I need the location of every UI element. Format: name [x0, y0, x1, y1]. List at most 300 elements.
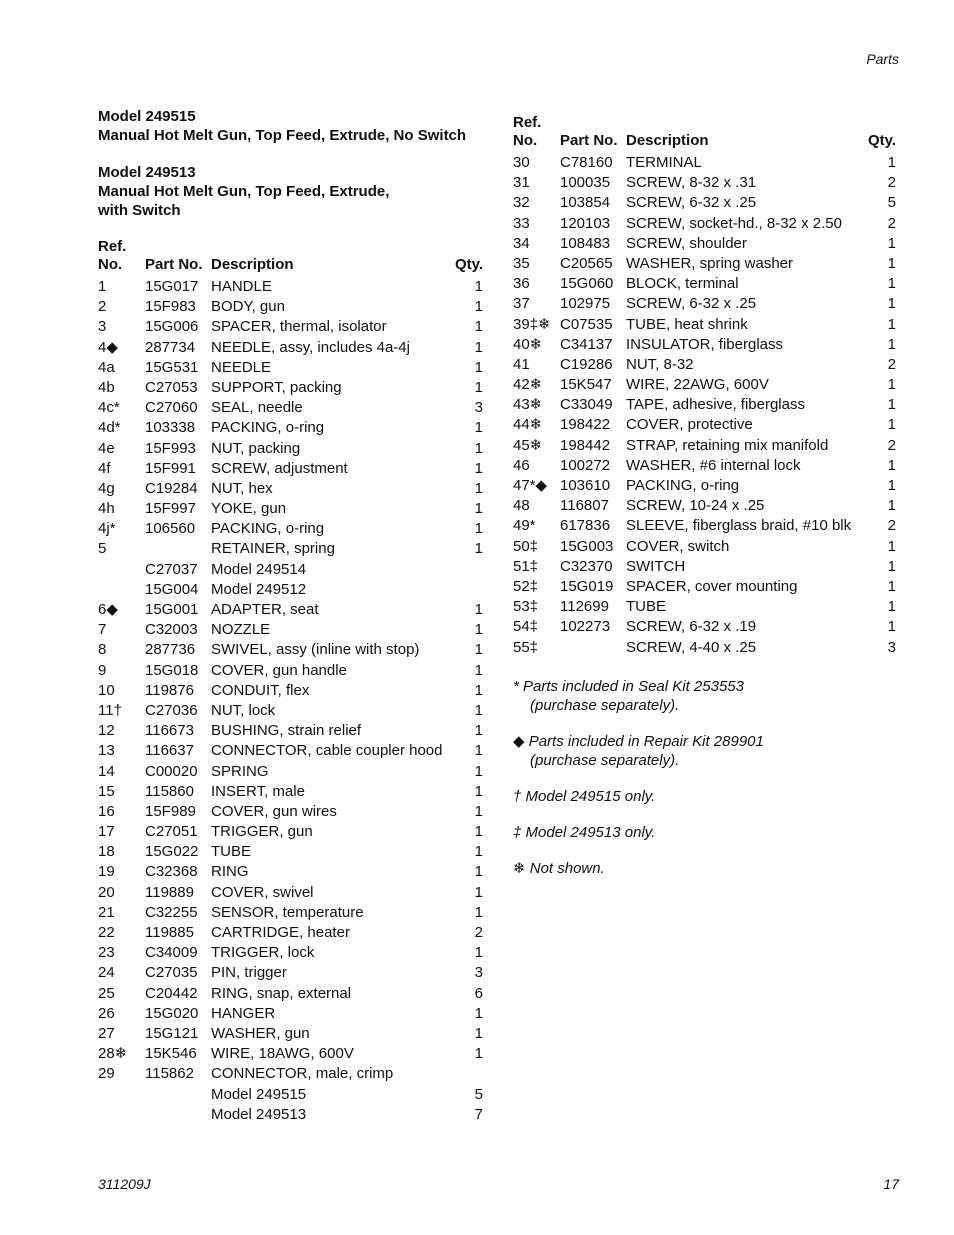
table-row	[513, 437, 896, 457]
table-row	[513, 598, 896, 618]
qty-cell: 1	[474, 338, 483, 356]
part-no-cell: 15F989	[145, 802, 196, 820]
model-heading-249513	[98, 163, 483, 220]
part-no-cell: C07535	[560, 315, 613, 333]
qty-cell: 1	[474, 722, 483, 740]
qty-cell: 2	[887, 517, 896, 535]
qty-cell: 1	[887, 598, 896, 616]
ref-cell: 45❄	[513, 436, 543, 454]
ref-cell: 33	[513, 214, 530, 232]
ref-cell: 4c*	[98, 399, 120, 417]
ref-cell: 24	[98, 964, 115, 982]
ref-cell: 41	[513, 355, 530, 373]
table-row	[513, 316, 896, 336]
table-row	[98, 520, 483, 540]
qty-cell: 1	[887, 154, 896, 171]
table-row	[98, 419, 483, 439]
description-cell: INSULATOR, fiberglass	[626, 335, 783, 353]
table-row	[98, 480, 483, 500]
qty-cell: 1	[887, 396, 896, 414]
description-cell: SUPPORT, packing	[211, 378, 342, 396]
model-heading-249515	[98, 107, 483, 145]
table-row	[98, 399, 483, 419]
description-cell: WASHER, #6 internal lock	[626, 456, 801, 474]
table-row	[513, 618, 896, 638]
table-row	[513, 538, 896, 558]
right-column	[513, 114, 896, 895]
part-no-cell: 116807	[560, 497, 609, 515]
ref-cell: 23	[98, 944, 115, 962]
table-row	[98, 540, 483, 560]
ref-cell: 50‡	[513, 537, 539, 555]
qty-cell: 1	[887, 376, 896, 394]
description-cell: RING, snap, external	[211, 984, 352, 1002]
part-no-cell: C32370	[560, 557, 613, 575]
table-row	[513, 639, 896, 659]
table-row	[98, 278, 483, 298]
ref-cell: 27	[98, 1024, 115, 1042]
footnote	[513, 677, 896, 715]
footnote-line: ◆ Parts included in Repair Kit 289901	[513, 732, 764, 750]
ref-cell: 6◆	[98, 601, 118, 618]
description-cell: PACKING, o-ring	[211, 419, 325, 437]
ref-cell: 19	[98, 863, 115, 881]
qty-cell: 1	[474, 500, 483, 518]
table-row	[98, 601, 483, 621]
ref-cell: 7	[98, 621, 107, 639]
description-cell: WIRE, 18AWG, 600V	[211, 1045, 354, 1063]
section-header: Parts	[866, 51, 899, 67]
part-no-cell: 15F993	[145, 439, 196, 457]
description-cell: RING	[211, 863, 249, 881]
footnote-line: (purchase separately).	[530, 696, 680, 714]
description-cell: INSERT, male	[211, 782, 305, 800]
parts-table-right	[513, 114, 896, 659]
ref-cell: 17	[98, 823, 115, 841]
footnote	[513, 732, 896, 770]
part-no-cell: 15G003	[560, 537, 614, 555]
description-header: Description	[211, 256, 294, 273]
part-no-cell: C78160	[560, 154, 613, 171]
part-no-cell: C27037	[145, 560, 198, 578]
qty-cell: 1	[474, 782, 483, 800]
qty-cell: 1	[474, 843, 483, 861]
table-row	[98, 904, 483, 924]
qty-cell: 1	[474, 278, 483, 295]
part-no-cell: 287736	[145, 641, 196, 659]
part-no-cell: 15G001	[145, 601, 199, 618]
description-cell: NOZZLE	[211, 621, 271, 639]
left-column	[98, 107, 483, 1126]
part-no-cell: 15F991	[145, 459, 196, 477]
qty-cell: 1	[887, 275, 896, 293]
description-cell: HANDLE	[211, 278, 272, 295]
table-row	[513, 457, 896, 477]
part-no-cell: C32255	[145, 903, 198, 921]
description-cell: COVER, switch	[626, 537, 730, 555]
ref-cell: 40❄	[513, 335, 543, 353]
description-cell: SPACER, cover mounting	[626, 577, 798, 595]
part-no-cell: 198422	[560, 416, 611, 434]
table-row	[98, 924, 483, 944]
description-cell: WASHER, spring washer	[626, 254, 793, 272]
ref-cell: 51‡	[513, 557, 539, 575]
ref-cell: 43❄	[513, 396, 543, 414]
qty-cell: 1	[474, 419, 483, 437]
qty-cell: 1	[887, 477, 896, 494]
qty-cell: 1	[887, 456, 896, 474]
footnote-line: (purchase separately).	[530, 751, 680, 769]
qty-cell: 1	[474, 863, 483, 881]
part-no-header: Part No.	[145, 256, 203, 273]
part-no-cell	[145, 1086, 211, 1106]
qty-header: Qty.	[867, 132, 896, 149]
table-row	[513, 477, 896, 497]
description-cell: TUBE	[626, 598, 667, 616]
ref-cell: 16	[98, 802, 115, 820]
part-no-cell: C32368	[145, 863, 198, 881]
table-row	[513, 235, 896, 255]
model-description: Manual Hot Melt Gun, Top Feed, Extrude, No Switch	[98, 127, 467, 144]
qty-cell: 1	[474, 802, 483, 820]
description-cell: SCREW, shoulder	[626, 234, 747, 252]
table-row	[98, 742, 483, 762]
model-number: Model 249513	[98, 164, 196, 181]
qty-cell: 1	[887, 416, 896, 434]
footnote-line: ❄ Not shown.	[513, 859, 605, 877]
table-row	[98, 763, 483, 783]
part-no-cell: 15G020	[145, 1004, 199, 1022]
table-row	[98, 1005, 483, 1025]
description-cell: Model 249513	[211, 1105, 307, 1123]
ref-cell: 46	[513, 456, 530, 474]
qty-cell: 1	[474, 479, 483, 497]
description-cell: SWIVEL, assy (inline with stop)	[211, 641, 420, 659]
ref-cell: 15	[98, 782, 115, 800]
part-no-cell: 100035	[560, 174, 611, 192]
footnote-line: ‡ Model 249513 only.	[513, 823, 656, 841]
description-cell: SCREW, 6-32 x .25	[626, 295, 757, 313]
part-no-cell: 15K547	[560, 376, 612, 394]
qty-cell: 1	[474, 298, 483, 316]
table-row	[98, 823, 483, 843]
part-no-cell: 115860	[145, 782, 194, 800]
qty-cell: 5	[474, 1085, 483, 1103]
ref-cell: 36	[513, 275, 530, 293]
description-cell: STRAP, retaining mix manifold	[626, 436, 829, 454]
table-row	[98, 318, 483, 338]
table-row	[513, 295, 896, 315]
table-row	[513, 215, 896, 235]
table-row	[98, 379, 483, 399]
qty-cell	[443, 581, 483, 601]
part-no-cell	[145, 1106, 211, 1126]
part-no-cell: C27035	[145, 964, 198, 982]
footnote	[513, 823, 896, 842]
table-row	[513, 194, 896, 214]
part-no-cell: 119889	[145, 883, 194, 901]
part-no-cell: 100272	[560, 456, 611, 474]
ref-cell	[98, 1086, 145, 1106]
part-no-cell: C27036	[145, 701, 198, 719]
ref-cell: 4f	[98, 459, 111, 477]
description-cell: SCREW, adjustment	[211, 459, 348, 477]
qty-cell: 1	[474, 742, 483, 760]
table-header-row	[513, 114, 896, 154]
table-row	[98, 1065, 483, 1085]
qty-cell: 1	[474, 1045, 483, 1063]
part-no-cell: 15G121	[145, 1024, 199, 1042]
table-row	[513, 558, 896, 578]
ref-cell	[98, 561, 145, 581]
table-row	[98, 783, 483, 803]
description-cell: SCREW, 8-32 x .31	[626, 174, 757, 192]
description-cell: Model 249515	[211, 1085, 307, 1103]
qty-cell: 1	[474, 944, 483, 962]
table-row	[513, 396, 896, 416]
description-cell: BUSHING, strain relief	[211, 722, 362, 740]
footnote	[513, 859, 896, 878]
table-row	[513, 154, 896, 174]
model-number: Model 249515	[98, 108, 196, 125]
qty-cell: 1	[474, 661, 483, 679]
description-cell: CONNECTOR, male, crimp	[211, 1065, 394, 1083]
part-no-cell: 102975	[560, 295, 611, 313]
description-cell: CONDUIT, flex	[211, 681, 310, 699]
part-no-cell: C27051	[145, 823, 198, 841]
table-row	[98, 581, 483, 601]
ref-cell: 34	[513, 234, 530, 252]
description-cell: COVER, protective	[626, 416, 753, 434]
ref-cell: 2	[98, 298, 107, 316]
qty-cell: 1	[474, 681, 483, 699]
qty-cell: 1	[887, 618, 896, 636]
description-cell: TUBE	[211, 843, 252, 861]
qty-cell: 1	[887, 315, 896, 333]
part-no-cell: 120103	[560, 214, 611, 232]
ref-cell: 12	[98, 722, 115, 740]
qty-cell: 1	[474, 1024, 483, 1042]
part-no-cell: 287734	[145, 338, 196, 356]
ref-cell: 4e	[98, 439, 115, 457]
part-no-cell: C27060	[145, 399, 198, 417]
model-description: Manual Hot Melt Gun, Top Feed, Extrude,	[98, 183, 390, 200]
qty-cell: 1	[474, 520, 483, 538]
qty-cell: 3	[887, 638, 896, 656]
ref-cell: 31	[513, 174, 530, 192]
qty-cell: 1	[474, 358, 483, 376]
ref-no-header: Ref. No.	[513, 114, 542, 149]
ref-cell: 32	[513, 194, 530, 212]
ref-cell: 9	[98, 661, 107, 679]
qty-cell: 1	[474, 823, 483, 841]
table-row	[98, 985, 483, 1005]
footnote-line: * Parts included in Seal Kit 253553	[513, 677, 744, 695]
description-cell: PACKING, o-ring	[626, 477, 740, 494]
description-cell: SCREW, socket-hd., 8-32 x 2.50	[626, 214, 842, 232]
qty-cell: 1	[474, 1004, 483, 1022]
description-cell: SEAL, needle	[211, 399, 303, 417]
qty-cell: 6	[474, 984, 483, 1002]
part-no-cell: 15G006	[145, 318, 199, 336]
ref-cell: 18	[98, 843, 115, 861]
ref-cell: 52‡	[513, 577, 539, 595]
qty-cell: 2	[474, 924, 483, 941]
ref-cell: 4h	[98, 500, 115, 518]
description-cell: SLEEVE, fiberglass braid, #10 blk	[626, 517, 852, 535]
part-no-cell: 119885	[145, 924, 194, 941]
table-row	[513, 416, 896, 436]
qty-cell: 3	[474, 964, 483, 982]
table-row	[513, 376, 896, 396]
qty-cell: 1	[887, 537, 896, 555]
table-row	[98, 359, 483, 379]
ref-cell: 54‡	[513, 618, 539, 636]
table-row	[513, 356, 896, 376]
part-no-cell: C27053	[145, 378, 198, 396]
page-number: 17	[883, 1176, 899, 1192]
qty-cell: 1	[474, 459, 483, 477]
part-no-cell: 198442	[560, 436, 611, 454]
table-row	[98, 1086, 483, 1106]
description-cell: TUBE, heat shrink	[626, 315, 748, 333]
description-cell: SCREW, 6-32 x .25	[626, 194, 757, 212]
qty-cell: 1	[887, 295, 896, 313]
ref-cell: 14	[98, 762, 115, 780]
qty-cell: 1	[887, 577, 896, 595]
ref-cell: 37	[513, 295, 530, 313]
description-header: Description	[626, 132, 709, 149]
description-cell: SPRING	[211, 762, 269, 780]
table-row	[513, 255, 896, 275]
ref-cell: 13	[98, 742, 115, 760]
table-row	[98, 298, 483, 318]
ref-cell: 4◆	[98, 338, 118, 356]
table-row	[98, 440, 483, 460]
qty-header: Qty.	[454, 256, 483, 273]
description-cell: WIRE, 22AWG, 600V	[626, 376, 769, 394]
table-row	[98, 803, 483, 823]
description-cell: Model 249512	[211, 580, 307, 598]
description-cell: TERMINAL	[626, 154, 702, 171]
ref-cell: 22	[98, 924, 115, 941]
description-cell: CARTRIDGE, heater	[211, 924, 350, 941]
ref-cell: 26	[98, 1004, 115, 1022]
table-row	[98, 964, 483, 984]
description-cell: ADAPTER, seat	[211, 601, 319, 618]
table-row	[98, 621, 483, 641]
ref-cell: 49*	[513, 517, 536, 535]
footnote-line: † Model 249515 only.	[513, 787, 656, 805]
ref-cell: 5	[98, 540, 107, 558]
qty-cell: 2	[887, 214, 896, 232]
table-row	[513, 174, 896, 194]
qty-cell: 1	[474, 641, 483, 659]
part-no-cell: 15G004	[145, 580, 199, 598]
part-no-cell	[560, 639, 626, 659]
ref-cell: 39‡❄	[513, 315, 551, 333]
qty-cell: 1	[887, 557, 896, 575]
part-no-cell: 119876	[145, 681, 194, 699]
part-no-cell: C20442	[145, 984, 198, 1002]
part-no-header: Part No.	[560, 132, 618, 149]
ref-cell	[98, 581, 145, 601]
ref-cell: 20	[98, 883, 115, 901]
part-no-cell: 116637	[145, 742, 194, 760]
ref-cell	[98, 1106, 145, 1126]
description-cell: PACKING, o-ring	[211, 520, 325, 538]
part-no-cell: 103854	[560, 194, 611, 212]
qty-cell: 1	[474, 903, 483, 921]
qty-cell	[443, 561, 483, 581]
table-row	[513, 517, 896, 537]
ref-cell: 55‡	[513, 638, 539, 656]
description-cell: TAPE, adhesive, fiberglass	[626, 396, 805, 414]
description-cell: COVER, gun handle	[211, 661, 347, 679]
qty-cell	[443, 1065, 483, 1085]
part-no-cell: 15G022	[145, 843, 199, 861]
ref-cell: 30	[513, 154, 530, 171]
part-no-cell: 115862	[145, 1065, 194, 1083]
description-cell: SENSOR, temperature	[211, 903, 364, 921]
table-row	[98, 863, 483, 883]
ref-cell: 35	[513, 254, 530, 272]
footnote	[513, 787, 896, 806]
description-cell: NUT, packing	[211, 439, 301, 457]
ref-cell: 29	[98, 1065, 115, 1083]
qty-cell: 1	[887, 234, 896, 252]
ref-cell: 53‡	[513, 598, 539, 616]
description-cell: NEEDLE	[211, 358, 272, 376]
qty-cell: 1	[887, 335, 896, 353]
part-no-cell: 102273	[560, 618, 611, 636]
ref-cell: 1	[98, 278, 107, 295]
table-header-row	[98, 238, 483, 278]
qty-cell: 1	[474, 540, 483, 558]
qty-cell: 2	[887, 355, 896, 373]
part-no-cell: 15G060	[560, 275, 614, 293]
ref-cell: 11†	[98, 701, 122, 719]
part-no-cell	[145, 540, 211, 560]
part-no-cell: 112699	[560, 598, 609, 616]
qty-cell: 7	[474, 1105, 483, 1123]
qty-cell: 1	[474, 762, 483, 780]
description-cell: COVER, swivel	[211, 883, 314, 901]
description-cell: SCREW, 10-24 x .25	[626, 497, 765, 515]
part-no-cell: 103610	[560, 477, 611, 494]
qty-cell: 1	[474, 439, 483, 457]
table-row	[98, 561, 483, 581]
description-cell: BLOCK, terminal	[626, 275, 739, 293]
description-cell: WASHER, gun	[211, 1024, 310, 1042]
table-row	[98, 339, 483, 359]
table-row	[98, 1025, 483, 1045]
part-no-cell: C34137	[560, 335, 613, 353]
qty-cell: 1	[887, 497, 896, 515]
description-cell: Model 249514	[211, 560, 307, 578]
table-row	[513, 275, 896, 295]
ref-cell: 4g	[98, 479, 115, 497]
description-cell: TRIGGER, gun	[211, 823, 313, 841]
table-row	[98, 641, 483, 661]
qty-cell: 1	[474, 318, 483, 336]
description-cell: NUT, 8-32	[626, 355, 694, 373]
ref-cell: 4d*	[98, 419, 121, 437]
ref-cell: 3	[98, 318, 107, 336]
qty-cell: 1	[474, 601, 483, 618]
description-cell: SWITCH	[626, 557, 686, 575]
ref-cell: 47*◆	[513, 477, 548, 494]
